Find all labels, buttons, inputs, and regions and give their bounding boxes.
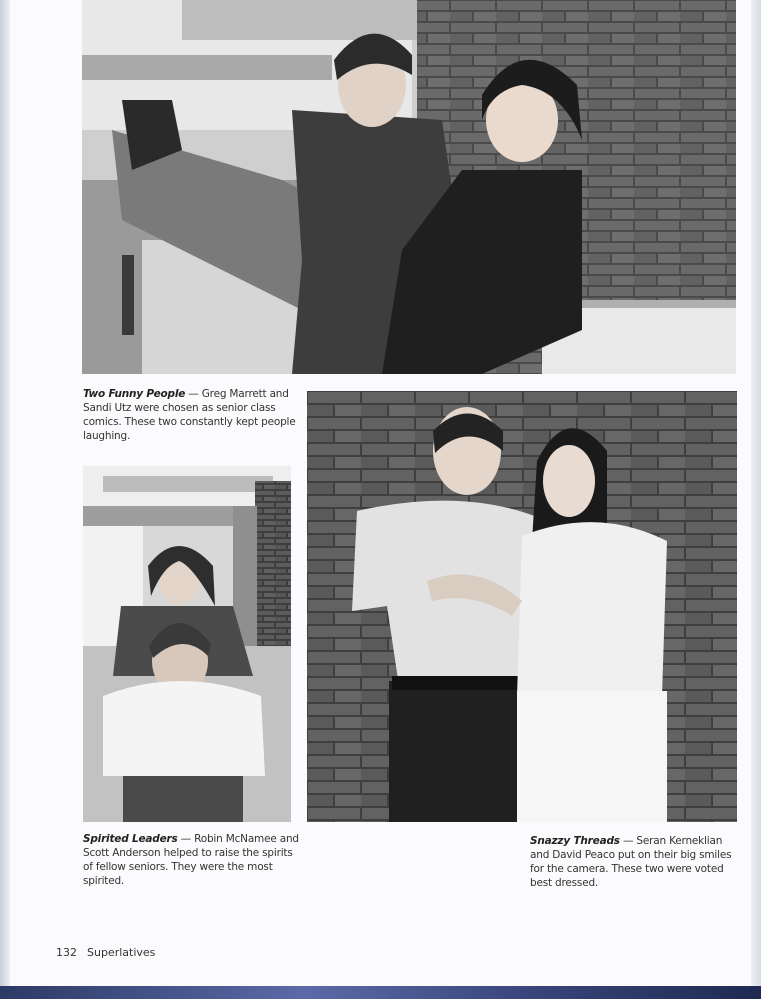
- photo-snazzy-threads: [307, 391, 737, 822]
- caption-spirited-leaders: [83, 832, 299, 888]
- caption-two-funny-people: [83, 387, 299, 443]
- caption-body: — Greg Marrett and Sandi Utz were chosen as senior class comics. These two constantly kept people laughing.: [83, 388, 296, 442]
- caption-lead: Two Funny People: [83, 388, 186, 400]
- caption-lead: Spirited Leaders: [83, 833, 178, 845]
- photo-two-funny-people: [82, 0, 736, 374]
- section-title: Superlatives: [87, 946, 156, 959]
- photo-spirited-leaders: [83, 466, 291, 822]
- page-edge-left: [0, 0, 10, 999]
- caption-body: — Seran Kerneklian and David Peaco put on their big smiles for the camera. These two were voted best dressed.: [530, 835, 732, 889]
- caption-lead: Snazzy Threads: [530, 835, 620, 847]
- page-edge-right: [751, 0, 761, 999]
- page-folio: [56, 946, 155, 959]
- caption-snazzy-threads: [530, 834, 742, 890]
- background-strip: [0, 986, 761, 999]
- caption-body: — Robin McNamee and Scott Anderson helped to raise the spirits of fellow seniors. They were the most spirited.: [83, 833, 299, 887]
- page-number: 132: [56, 946, 77, 959]
